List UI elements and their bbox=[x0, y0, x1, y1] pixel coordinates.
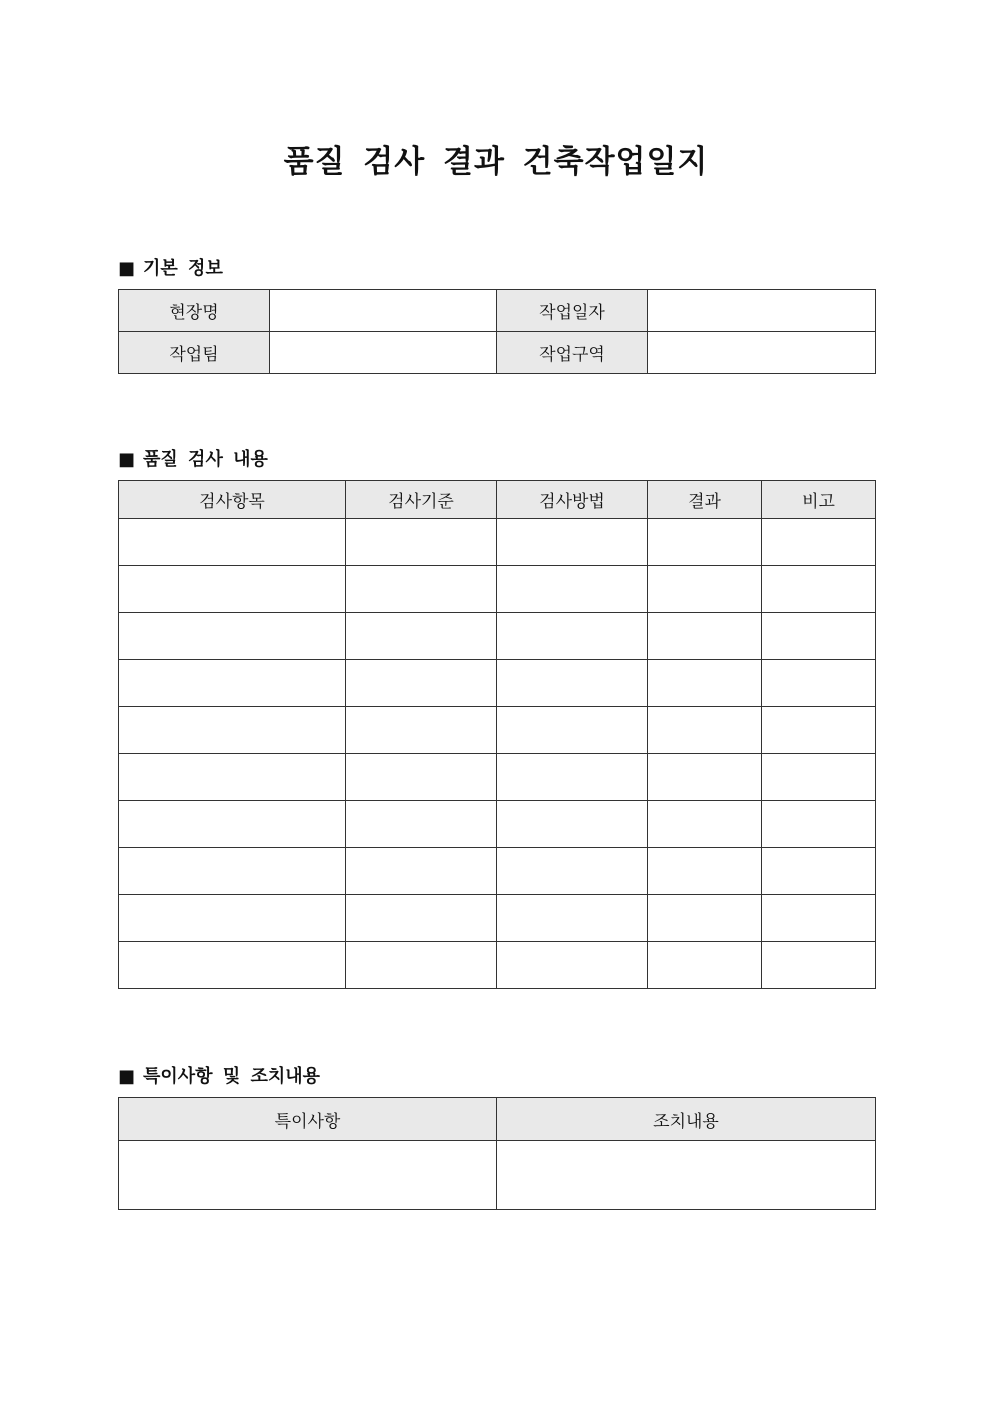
inspection-standard-cell[interactable] bbox=[346, 519, 497, 566]
inspection-method-cell[interactable] bbox=[497, 754, 648, 801]
inspection-item-cell[interactable] bbox=[119, 801, 346, 848]
inspection-standard-cell[interactable] bbox=[346, 895, 497, 942]
header-remarks: 비고 bbox=[762, 481, 876, 519]
inspection-method-cell[interactable] bbox=[497, 801, 648, 848]
header-inspection-method: 검사방법 bbox=[497, 481, 648, 519]
table-header-row bbox=[119, 1098, 876, 1141]
inspection-item-cell[interactable] bbox=[119, 707, 346, 754]
remarks-cell[interactable] bbox=[762, 848, 876, 895]
result-cell[interactable] bbox=[648, 566, 762, 613]
special-notes-field[interactable] bbox=[119, 1141, 497, 1210]
inspection-standard-cell[interactable] bbox=[346, 942, 497, 989]
table-row bbox=[119, 707, 876, 754]
table-row bbox=[119, 566, 876, 613]
table-row bbox=[119, 942, 876, 989]
header-result: 결과 bbox=[648, 481, 762, 519]
remarks-cell[interactable] bbox=[762, 519, 876, 566]
table-row bbox=[119, 895, 876, 942]
action-taken-field[interactable] bbox=[497, 1141, 876, 1210]
inspection-item-cell[interactable] bbox=[119, 754, 346, 801]
table-header-row bbox=[119, 481, 876, 519]
inspection-item-cell[interactable] bbox=[119, 660, 346, 707]
inspection-method-cell[interactable] bbox=[497, 660, 648, 707]
section-title-text: 품질 검사 내용 bbox=[143, 449, 268, 470]
square-bullet-icon: ■ bbox=[118, 449, 136, 470]
section-title-text: 특이사항 및 조치내용 bbox=[143, 1066, 321, 1087]
header-inspection-standard: 검사기준 bbox=[346, 481, 497, 519]
table-row bbox=[119, 1141, 876, 1210]
table-row bbox=[119, 519, 876, 566]
section-title-text: 기본 정보 bbox=[143, 258, 223, 279]
result-cell[interactable] bbox=[648, 942, 762, 989]
inspection-method-cell[interactable] bbox=[497, 707, 648, 754]
table-row bbox=[119, 290, 876, 332]
inspection-method-cell[interactable] bbox=[497, 848, 648, 895]
result-cell[interactable] bbox=[648, 801, 762, 848]
table-row bbox=[119, 754, 876, 801]
section-title-basic-info bbox=[118, 254, 223, 280]
inspection-method-cell[interactable] bbox=[497, 613, 648, 660]
result-cell[interactable] bbox=[648, 707, 762, 754]
work-team-label: 작업팀 bbox=[119, 332, 270, 374]
site-name-field[interactable] bbox=[270, 290, 497, 332]
inspection-method-cell[interactable] bbox=[497, 566, 648, 613]
remarks-cell[interactable] bbox=[762, 566, 876, 613]
work-date-label: 작업일자 bbox=[497, 290, 648, 332]
section-title-inspection bbox=[118, 445, 268, 471]
basic-info-table bbox=[118, 289, 876, 374]
remarks-cell[interactable] bbox=[762, 707, 876, 754]
document-title: 품질 검사 결과 건축작업일지 bbox=[283, 144, 709, 180]
header-action-taken: 조치내용 bbox=[497, 1098, 876, 1141]
work-area-field[interactable] bbox=[648, 332, 876, 374]
inspection-item-cell[interactable] bbox=[119, 942, 346, 989]
inspection-standard-cell[interactable] bbox=[346, 660, 497, 707]
remarks-cell[interactable] bbox=[762, 754, 876, 801]
remarks-cell[interactable] bbox=[762, 613, 876, 660]
work-area-label: 작업구역 bbox=[497, 332, 648, 374]
result-cell[interactable] bbox=[648, 895, 762, 942]
inspection-standard-cell[interactable] bbox=[346, 566, 497, 613]
result-cell[interactable] bbox=[648, 660, 762, 707]
section-title-notes bbox=[118, 1062, 320, 1088]
remarks-cell[interactable] bbox=[762, 660, 876, 707]
inspection-standard-cell[interactable] bbox=[346, 707, 497, 754]
table-row bbox=[119, 801, 876, 848]
remarks-cell[interactable] bbox=[762, 942, 876, 989]
inspection-method-cell[interactable] bbox=[497, 942, 648, 989]
result-cell[interactable] bbox=[648, 754, 762, 801]
site-name-label: 현장명 bbox=[119, 290, 270, 332]
work-team-field[interactable] bbox=[270, 332, 497, 374]
square-bullet-icon: ■ bbox=[118, 258, 136, 279]
inspection-table bbox=[118, 480, 876, 989]
table-row bbox=[119, 848, 876, 895]
inspection-method-cell[interactable] bbox=[497, 895, 648, 942]
inspection-item-cell[interactable] bbox=[119, 895, 346, 942]
result-cell[interactable] bbox=[648, 848, 762, 895]
inspection-item-cell[interactable] bbox=[119, 848, 346, 895]
inspection-standard-cell[interactable] bbox=[346, 613, 497, 660]
remarks-cell[interactable] bbox=[762, 801, 876, 848]
square-bullet-icon: ■ bbox=[118, 1066, 136, 1087]
inspection-standard-cell[interactable] bbox=[346, 801, 497, 848]
work-date-field[interactable] bbox=[648, 290, 876, 332]
table-row bbox=[119, 613, 876, 660]
header-inspection-item: 검사항목 bbox=[119, 481, 346, 519]
notes-table bbox=[118, 1097, 876, 1210]
remarks-cell[interactable] bbox=[762, 895, 876, 942]
inspection-standard-cell[interactable] bbox=[346, 848, 497, 895]
header-special-notes: 특이사항 bbox=[119, 1098, 497, 1141]
table-row bbox=[119, 332, 876, 374]
inspection-method-cell[interactable] bbox=[497, 519, 648, 566]
inspection-standard-cell[interactable] bbox=[346, 754, 497, 801]
inspection-item-cell[interactable] bbox=[119, 519, 346, 566]
inspection-item-cell[interactable] bbox=[119, 613, 346, 660]
result-cell[interactable] bbox=[648, 613, 762, 660]
result-cell[interactable] bbox=[648, 519, 762, 566]
inspection-item-cell[interactable] bbox=[119, 566, 346, 613]
inspection-table-body bbox=[119, 519, 876, 989]
table-row bbox=[119, 660, 876, 707]
